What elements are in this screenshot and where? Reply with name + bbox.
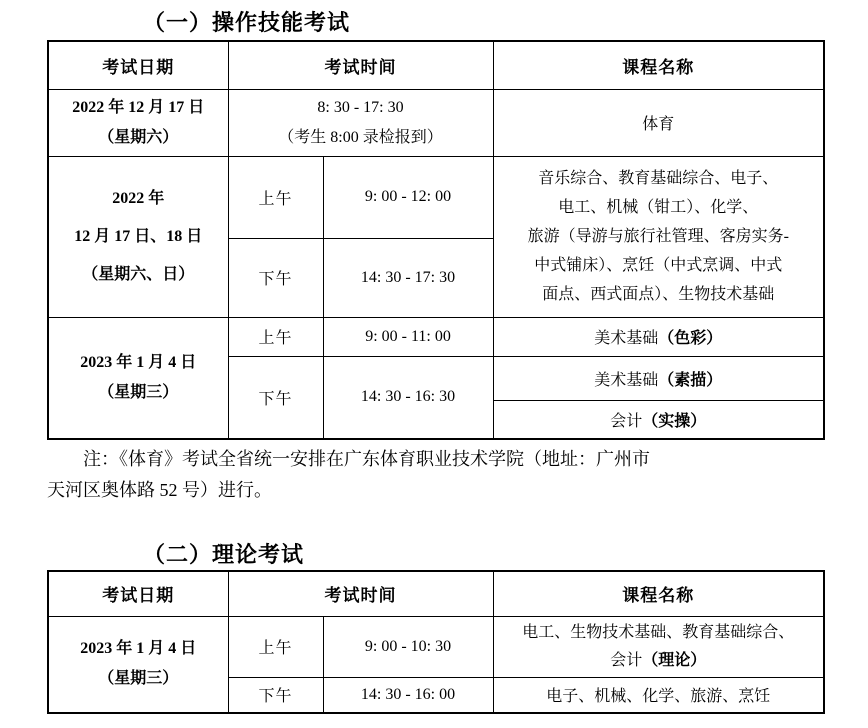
course-name-cell: 电工、生物技术基础、教育基础综合、 会计（理论） <box>493 616 824 677</box>
exam-time-cell: 9: 00 - 12: 00 <box>323 156 493 238</box>
course-name-cell: 美术基础（素描） <box>493 356 824 400</box>
exam-time-cell: 14: 30 - 17: 30 <box>323 238 493 317</box>
table-header-row <box>48 571 824 616</box>
header-course-name: 课程名称 <box>493 41 824 89</box>
exam-date-cell: 2023 年 1 月 4 日 （星期三） <box>48 317 228 439</box>
course-name-cell: 会计（实操） <box>493 400 824 439</box>
header-exam-date: 考试日期 <box>48 41 228 89</box>
course-name-cell: 电子、机械、化学、旅游、烹饪 <box>493 677 824 713</box>
exam-time-cell: 14: 30 - 16: 30 <box>323 356 493 439</box>
period-pm-cell: 下午 <box>228 356 323 439</box>
sports-exam-note: 注：《体育》考试全省统一安排在广东体育职业技术学院（地址：广州市 天河区奥体路 52 号）进行。 <box>47 449 650 500</box>
header-exam-time: 考试时间 <box>228 41 493 89</box>
exam-time-cell: 9: 00 - 11: 00 <box>323 317 493 356</box>
header-exam-time: 考试时间 <box>228 571 493 616</box>
course-name-cell: 体育 <box>493 89 824 156</box>
exam-date-cell: 2023 年 1 月 4 日 （星期三） <box>48 616 228 713</box>
table-row <box>48 616 824 677</box>
table-row <box>48 89 824 156</box>
theory-exam-table <box>47 570 825 714</box>
skills-exam-table <box>47 40 825 440</box>
header-course-name: 课程名称 <box>493 571 824 616</box>
table-header-row <box>48 41 824 89</box>
period-pm-cell: 下午 <box>228 677 323 713</box>
course-name-cell: 美术基础（色彩） <box>493 317 824 356</box>
table-row <box>48 317 824 356</box>
table-row <box>48 156 824 238</box>
exam-time-cell: 8: 30 - 17: 30 （考生 8:00 录检报到） <box>228 89 493 156</box>
exam-date-cell: 2022 年 12 月 17 日 （星期六） <box>48 89 228 156</box>
exam-time-cell: 14: 30 - 16: 00 <box>323 677 493 713</box>
exam-time-cell: 9: 00 - 10: 30 <box>323 616 493 677</box>
section2-title: （二）理论考试 <box>143 542 305 567</box>
header-exam-date: 考试日期 <box>48 571 228 616</box>
period-am-cell: 上午 <box>228 156 323 238</box>
period-pm-cell: 下午 <box>228 238 323 317</box>
period-am-cell: 上午 <box>228 317 323 356</box>
exam-date-cell: 2022 年 12 月 17 日、18 日 （星期六、日） <box>48 156 228 317</box>
section1-title: （一）操作技能考试 <box>143 10 351 35</box>
period-am-cell: 上午 <box>228 616 323 677</box>
course-name-cell: 音乐综合、教育基础综合、电子、 电工、机械（钳工）、化学、 旅游（导游与旅行社管理、客房实务- 中式铺床）、烹饪（中式烹调、中式 面点、西式面点）、生物技术基础 <box>493 156 824 317</box>
